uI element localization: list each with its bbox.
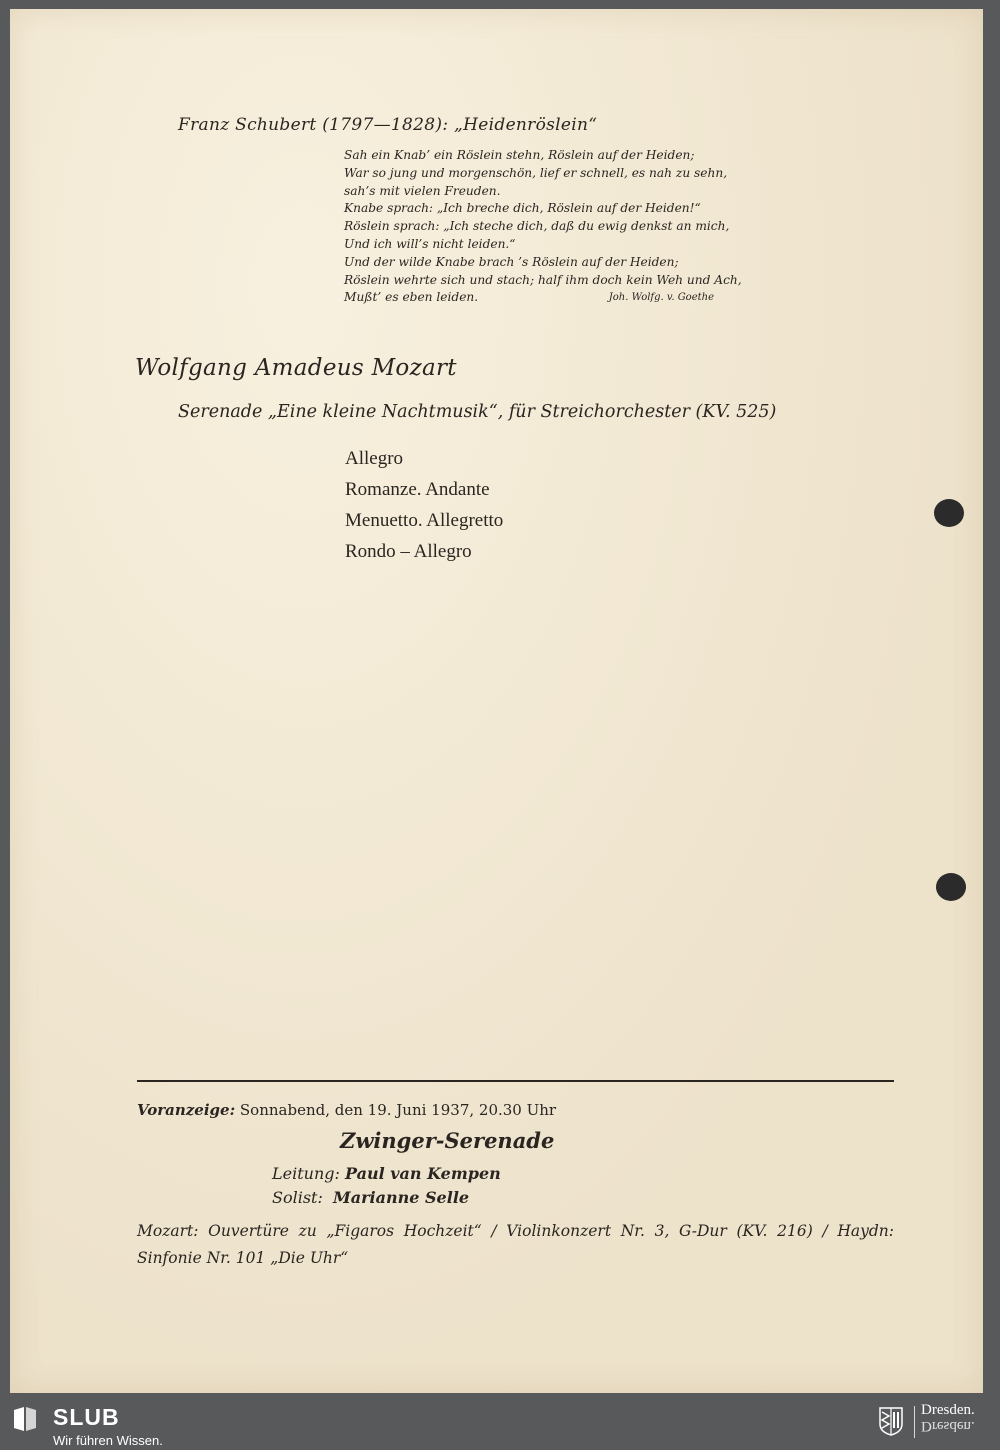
poem-line: Und der wilde Knabe brach ’s Röslein auf der Heiden; xyxy=(344,254,679,269)
logo-divider xyxy=(914,1406,915,1438)
movement-item: Rondo – Allegro xyxy=(345,541,472,562)
dresden-label-mirror: Dresden. xyxy=(921,1418,975,1434)
dresden-crest-icon xyxy=(878,1406,904,1436)
conductor-label: Leitung: xyxy=(272,1164,340,1183)
poem-last-line xyxy=(344,289,714,307)
poem-line: sah’s mit vielen Freuden. xyxy=(344,183,501,198)
punch-hole xyxy=(936,873,966,901)
slub-logo-icon[interactable] xyxy=(12,1406,38,1432)
dresden-wordmark[interactable] xyxy=(921,1403,975,1433)
soloist-line xyxy=(272,1188,469,1207)
program-text: Mozart: Ouvertüre zu „Figaros Hochzeit“ / Violinkonzert Nr. 3, G-Dur (KV. 216) / Haydn: Sinfonie Nr. 101 „Die Uhr“ xyxy=(137,1222,894,1267)
announcement-label: Voranzeige: xyxy=(137,1101,236,1119)
soloist-label: Solist: xyxy=(272,1188,323,1207)
poem-line: Röslein wehrte sich und stach; half ihm doch kein Weh und Ach, xyxy=(344,272,742,287)
poem-line: Knabe sprach: „Ich breche dich, Röslein auf der Heiden!“ xyxy=(344,201,701,216)
poem-line: War so jung und morgenschön, lief er schnell, es nah zu sehn, xyxy=(344,165,728,180)
movement-list xyxy=(345,443,503,567)
movement-item: Romanze. Andante xyxy=(345,479,490,500)
composer-name: Wolfgang Amadeus Mozart xyxy=(135,355,457,381)
poem-author: Joh. Wolfg. v. Goethe xyxy=(608,292,714,304)
announcement-date: Sonnabend, den 19. Juni 1937, 20.30 Uhr xyxy=(239,1101,557,1119)
conductor-name: Paul van Kempen xyxy=(344,1164,501,1183)
work-title: Serenade „Eine kleine Nachtmusik“, für Streichorchester (KV. 525) xyxy=(178,402,777,422)
poem-line: Sah ein Knab’ ein Röslein stehn, Röslein auf der Heiden; xyxy=(344,148,695,162)
poem-line: Mußt’ es eben leiden. xyxy=(344,290,479,305)
poem xyxy=(344,147,742,307)
slub-tagline: Wir führen Wissen. xyxy=(53,1433,163,1448)
dresden-label: Dresden. xyxy=(921,1402,975,1418)
conductor-line xyxy=(272,1164,501,1183)
footer-bar xyxy=(0,1400,1000,1450)
soloist-name: Marianne Selle xyxy=(333,1188,470,1207)
movement-item: Menuetto. Allegretto xyxy=(345,510,504,531)
schubert-heading: Franz Schubert (1797—1828): „Heidenröslein“ xyxy=(178,115,598,135)
poem-line: Und ich will’s nicht leiden.“ xyxy=(344,236,516,251)
poem-line: Röslein sprach: „Ich steche dich, daß du ewig denkst an mich, xyxy=(344,219,730,234)
movement-item: Allegro xyxy=(345,448,404,469)
punch-hole xyxy=(934,499,964,527)
announcement-line xyxy=(137,1101,556,1119)
event-title: Zwinger-Serenade xyxy=(340,1128,555,1153)
divider-rule xyxy=(137,1080,894,1082)
slub-brand[interactable]: SLUB xyxy=(53,1404,120,1430)
